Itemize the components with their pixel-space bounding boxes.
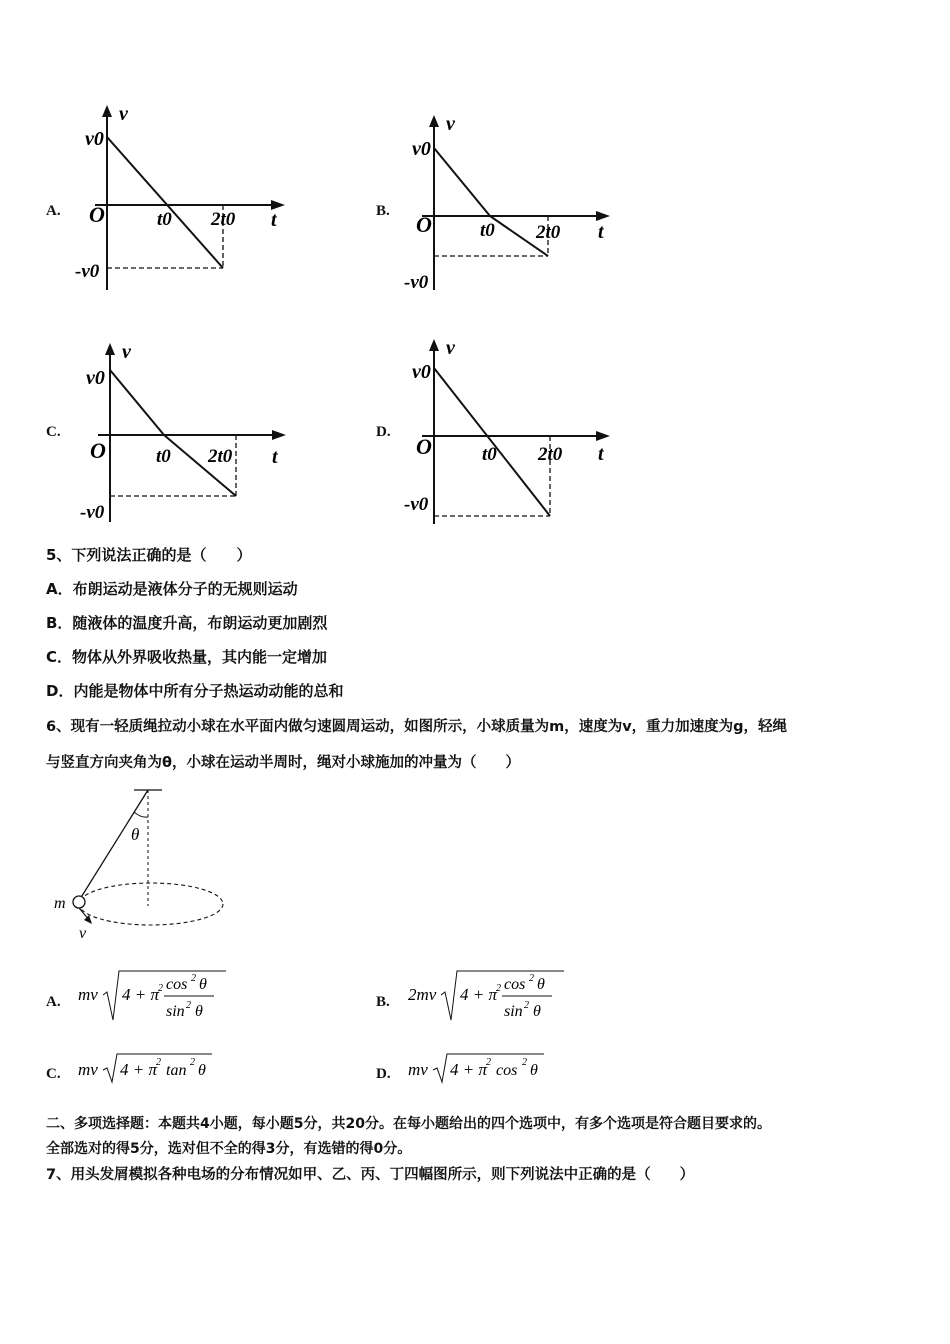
q5-option-b: B．随液体的温度升高，布朗运动更加剧烈 (46, 614, 328, 632)
num: cos (166, 976, 188, 993)
axis-t-label: t (271, 209, 277, 231)
q5-stem: 5、下列说法正确的是（ ） (46, 546, 252, 564)
2t0-label: 2t0 (211, 209, 236, 230)
2t0-label: 2t0 (536, 222, 561, 243)
v0-label: v0 (85, 128, 104, 150)
sq: 2 (190, 1057, 195, 1068)
axis-v-label: v (446, 337, 455, 359)
neg-v0-label: -v0 (75, 261, 100, 282)
q6-stem-line2: 与竖直方向夹角为θ，小球在运动半周时，绳对小球施加的冲量为（ ） (46, 755, 520, 771)
sq: 2 (529, 973, 534, 984)
axis-t-label: t (598, 443, 604, 465)
q6-stem-line1: 6、现有一轻质绳拉动小球在水平面内做匀速圆周运动，如图所示，小球质量为m，速度为v，重力加速度为g，轻绳 (46, 719, 788, 735)
sq: 2 (496, 983, 501, 994)
coef: mv (408, 1060, 428, 1079)
theta: θ (199, 976, 207, 993)
section2-heading-line2: 全部选对的得5分，选对但不全的得3分，有选错的得0分。 (46, 1141, 412, 1157)
den: sin (166, 1003, 185, 1020)
vt-graph-a (75, 100, 295, 309)
section2-heading-line1: 二、多项选择题：本题共4小题，每小题5分，共20分。在每小题给出的四个选项中，有多个选项是符合题目要求的。 (46, 1116, 771, 1132)
sq: 2 (191, 973, 196, 984)
coef: mv (78, 1060, 98, 1079)
q6-option-a-letter: A. (46, 994, 61, 1010)
q6-option-c-letter: C. (46, 1066, 61, 1082)
q7-stem: 7、用头发屑模拟各种电场的分布情况如甲、乙、丙、丁四幅图所示，则下列说法中正确的是（ ） (46, 1167, 695, 1183)
sq: 2 (186, 1000, 191, 1011)
t0-label: t0 (480, 220, 495, 241)
t0-label: t0 (156, 446, 171, 467)
inner: 4 + π (450, 1060, 487, 1079)
sq: 2 (156, 1057, 161, 1068)
origin-label: O (89, 202, 105, 227)
2t0-label: 2t0 (538, 444, 563, 465)
q6-option-d-letter: D. (376, 1066, 391, 1082)
v0-label: v0 (86, 367, 105, 389)
t0-label: t0 (157, 209, 172, 230)
sq: 2 (486, 1057, 491, 1068)
sq: 2 (522, 1057, 527, 1068)
neg-v0-label: -v0 (404, 494, 429, 515)
theta: θ (198, 1062, 206, 1079)
sq: 2 (524, 1000, 529, 1011)
coef: mv (78, 985, 98, 1004)
t0-label: t0 (482, 444, 497, 465)
num: cos (504, 976, 526, 993)
theta: θ (533, 1003, 541, 1020)
q6-option-a-formula (78, 965, 228, 1030)
coef: 2mv (408, 985, 437, 1004)
axis-t-label: t (272, 446, 278, 468)
axis-t-label: t (598, 221, 604, 243)
den: sin (504, 1003, 523, 1020)
option-c-letter: C. (46, 424, 61, 440)
axis-v-label: v (119, 103, 128, 125)
2t0-label: 2t0 (208, 446, 233, 467)
q6-option-d-formula (408, 1050, 558, 1090)
vt-graph-d (402, 334, 617, 538)
v0-label: v0 (412, 138, 431, 160)
q5-option-a: A．布朗运动是液体分子的无规则运动 (46, 580, 298, 598)
option-a-letter: A. (46, 203, 61, 219)
vt-graph-b (402, 110, 617, 304)
neg-v0-label: -v0 (80, 502, 105, 523)
origin-label: O (416, 434, 432, 459)
tail: tan (166, 1062, 187, 1079)
origin-label: O (416, 212, 432, 237)
q6-option-c-formula (78, 1050, 228, 1090)
sq: 2 (158, 983, 163, 994)
vt-graph-c (78, 338, 293, 532)
mass-label: m (54, 895, 66, 912)
origin-label: O (90, 438, 106, 463)
inner: 4 + π (122, 985, 159, 1004)
theta: θ (195, 1003, 203, 1020)
q6-option-b-formula (408, 965, 568, 1030)
conical-pendulum-figure (48, 784, 238, 953)
option-b-letter: B. (376, 203, 390, 219)
v0-label: v0 (412, 361, 431, 383)
inner: 4 + π (460, 985, 497, 1004)
velocity-label: v (79, 925, 87, 942)
axis-v-label: v (122, 341, 131, 363)
option-d-letter: D. (376, 424, 391, 440)
q6-option-b-letter: B. (376, 994, 390, 1010)
theta-label: θ (131, 825, 140, 844)
q5-option-c: C．物体从外界吸收热量，其内能一定增加 (46, 648, 328, 666)
tail: cos (496, 1062, 518, 1079)
theta: θ (537, 976, 545, 993)
axis-v-label: v (446, 113, 455, 135)
theta: θ (530, 1062, 538, 1079)
inner: 4 + π (120, 1060, 157, 1079)
q5-option-d: D．内能是物体中所有分子热运动动能的总和 (46, 682, 344, 700)
neg-v0-label: -v0 (404, 272, 429, 293)
